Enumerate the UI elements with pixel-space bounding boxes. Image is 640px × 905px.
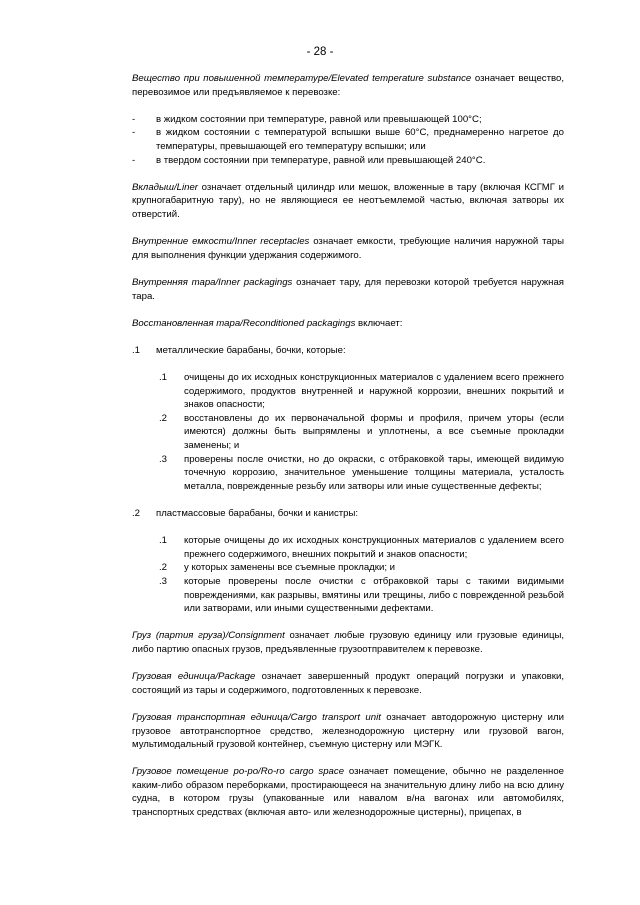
term-inner-packagings: Внутренняя тара/Inner packagings: [132, 276, 293, 288]
definition-reconditioned: Восстановленная тара/Reconditioned packagings включает:: [132, 317, 403, 329]
list-item: - в твердом состоянии при температуре, равной или превышающей 240°С.: [132, 154, 486, 166]
term-roro-cargo-space: Грузовое помещение ро-ро/Ro-ro cargo space: [132, 766, 345, 778]
definition-inner-packagings: Внутренняя тара/Inner packagings означает тару, для перевозки которой требуется наружная тара.: [132, 276, 564, 302]
list-item: .3 которые проверены после очистки с отбраковкой тары с такими видимыми повреждениями, как разрывы, вмятины или трещины, либо с поврежденной резьбой или затворами, или иными существенными дефектами.: [159, 575, 564, 615]
term-cargo-transport-unit: Грузовая транспортная единица/Cargo transport unit: [132, 711, 381, 723]
list-item: .3 проверены после очистки, но до окраски, с отбраковкой тары, имеющей видимую точечную коррозию, значительное уменьшение толщины материала, усталость металла, поврежденные резьбу или затворы или иные существенные дефекты;: [159, 453, 564, 492]
term-reconditioned: Восстановленная тара/Reconditioned packagings: [132, 317, 356, 329]
term-liner: Вкладыш/Liner: [132, 181, 198, 193]
document-body: [132, 72, 564, 833]
definition-elevated-text: означает вещество, перевозимое или предъявляемое к перевозке:: [132, 73, 564, 98]
reconditioned-group-2-list: [132, 534, 564, 616]
list-item: .1 очищены до их исходных конструкционных материалов с удалением всего прежнего содержимого, продуктов внутренней и наружной коррозии, внешних покрытий и знаков опасности;: [159, 372, 564, 411]
reconditioned-group-1: .1 металлические барабаны, бочки, которые:: [132, 344, 346, 356]
reconditioned-group-1-list: [132, 371, 564, 493]
reconditioned-group-2: .2 пластмассовые барабаны, бочки и канистры:: [132, 508, 359, 519]
definition-liner: Вкладыш/Liner означает отдельный цилиндр или мешок, вложенные в тару (включая КСГМГ и крупногабаритную тару), но не являющиеся ее неотъемлемой частью, включая затворы их отверстий.: [132, 181, 564, 220]
list-item: .2 восстановлены до их первоначальной формы и профиля, причем уторы (если имеются) должны быть выпрямлены и уплотнены, а все съемные прокладки заменены; и: [159, 412, 564, 452]
definition-elevated: [132, 72, 564, 99]
term-consignment: Груз (партия груза)/Consignment: [132, 630, 285, 642]
term-elevated: Вещество при повышенной температуре/Elevated temperature substance: [132, 73, 472, 84]
definition-package: Грузовая единица/Package означает завершенный продукт операций погрузки и упаковки, состоящий из тары и содержимого, подготовленных к перевозке.: [132, 671, 564, 696]
definition-cargo-transport-unit: Грузовая транспортная единица/Cargo transport unit означает автодорожную цистерну или грузовое автотранспортное средство, железнодорожную цистерну или грузовой вагон, мультимодальный грузовой контейнер, съемную цистерну или МЭГК.: [132, 711, 564, 751]
term-package: Грузовая единица/Package: [132, 671, 256, 683]
term-inner-receptacles: Внутренние емкости/Inner receptacles: [132, 236, 310, 248]
page-number: - 28 -: [306, 46, 334, 58]
definition-roro-cargo-space: Грузовое помещение ро-ро/Ro-ro cargo space означает помещение, обычно не разделенное каким-либо образом переборками, простирающееся на значительную длину либо на всю длину судна, в котором грузы (упакованные или навалом в/на вагонах или автомобилях, транспортных средствах (включая авто- или железнодорожные цистерны), прицепах, в: [132, 766, 564, 819]
list-item: .2 у которых заменены все съемные прокладки; и: [159, 562, 396, 574]
definition-inner-receptacles: Внутренние емкости/Inner receptacles означает емкости, требующие наличия наружной тары для выполнения функции удержания содержимого.: [132, 236, 564, 261]
definition-consignment: Груз (партия груза)/Consignment означает любые грузовую единицу или грузовые единицы, либо партию опасных грузов, предъявленные грузоотправителем к перевозке.: [132, 630, 564, 655]
elevated-list: [132, 113, 564, 167]
list-item: .1 которые очищены до их исходных конструкционных материалов с удалением всего прежнего содержимого, внешних покрытий и знаков опасности;: [159, 535, 564, 560]
list-item: - в жидком состоянии при температуре, равной или превышающей 100°С;: [132, 113, 482, 125]
list-item: - в жидком состоянии с температурой вспышки выше 60°С, преднамеренно нагретое до температуры, превышающей его температуру вспышки; или: [132, 127, 564, 152]
